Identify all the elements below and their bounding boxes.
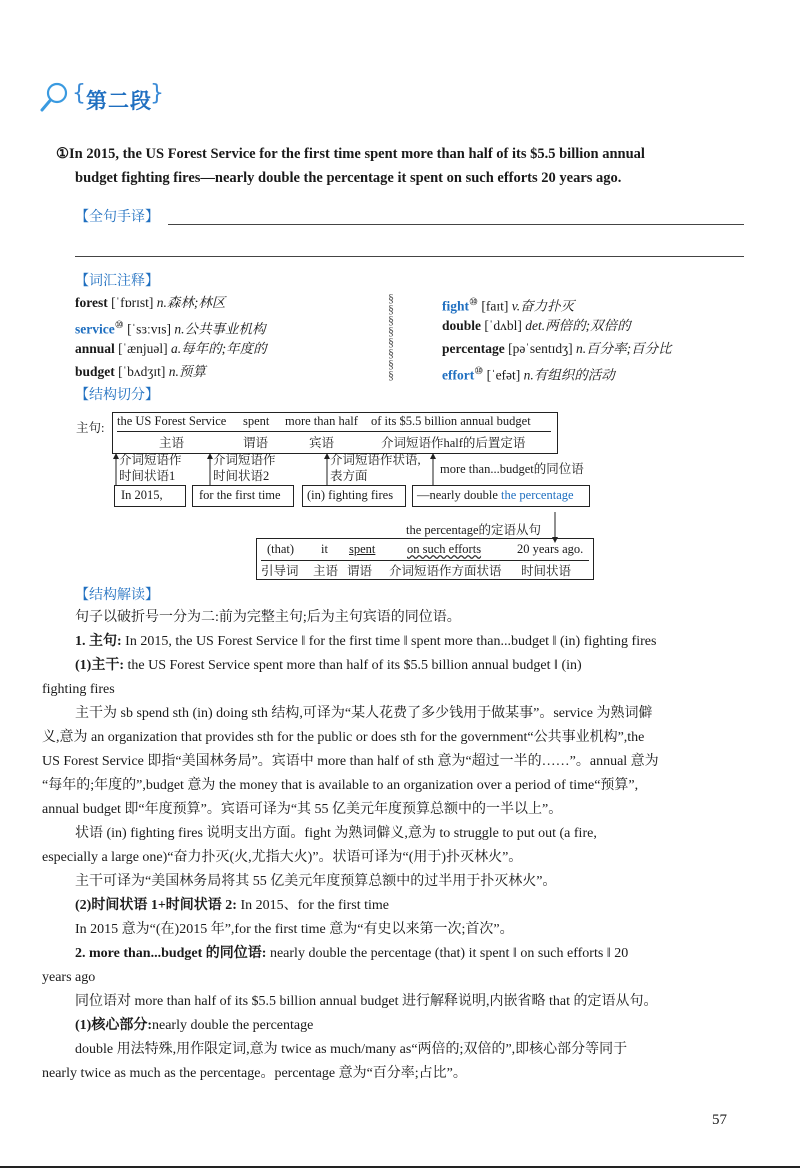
role-subject: 主语 xyxy=(159,436,185,450)
bracket-right-icon: } xyxy=(150,81,164,106)
role-modifier: 介词短语作half的后置定语 xyxy=(381,436,526,450)
magnifier-icon xyxy=(38,80,70,114)
analysis-main-clause: 1. 主句: In 2015, the US Forest Service ‖ for the first time ‖ spent more than...budget ‖ (in) fighting fires xyxy=(75,634,657,649)
main-subject: the US Forest Service xyxy=(117,414,227,428)
main-object: more than half xyxy=(285,414,358,428)
vocab-item: budget [ˈbʌdʒɪt] n.预算 xyxy=(75,364,206,379)
rc-that: (that) xyxy=(267,542,295,556)
phrase-box-fighting-fires: (in) fighting fires xyxy=(302,485,406,507)
vocab-item: fight⑩ [faɪt] v.奋力扑灭 xyxy=(442,297,575,314)
vocab-right-column xyxy=(442,291,752,383)
para-1-line-5: annual budget 即“年度预算”。宾语可译为“其 55 亿美元年度预算总额中的一半以上”。 xyxy=(42,802,563,817)
analysis-appositive-cont: years ago xyxy=(42,970,96,985)
structure-heading: 【结构切分】 xyxy=(75,387,159,403)
para-6-line-2: nearly twice as much as the percentage。percentage 意为“百分率;占比”。 xyxy=(42,1066,467,1081)
section-header xyxy=(38,78,178,118)
relative-clause-box xyxy=(256,538,594,580)
vocab-heading: 【词汇注释】 xyxy=(75,273,159,289)
para-1-line-4: “每年的;年度的”,budget 意为 the money that is available to an organization over a period of time“预算”, xyxy=(42,778,639,793)
analysis-core: (1)核心部分:nearly double the percentage xyxy=(75,1018,314,1033)
role-verb: 谓语 xyxy=(243,436,269,450)
highlight-percentage: the percentage xyxy=(501,488,574,502)
rc-20-years: 20 years ago. xyxy=(517,542,584,556)
phrase-box-first-time: for the first time xyxy=(192,485,294,507)
para-1-line-3: US Forest Service 即指“美国林务局”。宾语中 more than half of sth 意为“超过一半的……”。annual 意为 xyxy=(42,754,659,769)
rc-role-20: 时间状语 xyxy=(521,564,572,578)
vocab-left-column xyxy=(75,291,395,383)
rc-role-spent: 谓语 xyxy=(347,564,373,578)
translation-heading: 【全句手译】 xyxy=(75,209,159,225)
para-1-line-2: 义,意为 an organization that provides sth for the public or does sth for the government“公共事业机构”,the xyxy=(42,730,645,745)
footer-rule xyxy=(0,1166,800,1168)
phrase-box-appositive: —nearly double the percentage xyxy=(412,485,590,507)
vocab-item: service⑩ [ˈsɜːvɪs] n.公共事业机构 xyxy=(75,320,266,337)
rc-role-on: 介词短语作方面状语 xyxy=(389,564,502,578)
rc-role-it: 主语 xyxy=(313,564,339,578)
vocab-item: effort⑩ [ˈefət] n.有组织的活动 xyxy=(442,366,615,383)
vocab-item: annual [ˈænjuəl] a.每年的;年度的 xyxy=(75,341,267,356)
translation-input-line-1[interactable] xyxy=(168,224,744,225)
translation-input-line-2[interactable] xyxy=(75,256,744,257)
main-clause-label: 主句: xyxy=(76,421,105,435)
para-5: 同位语对 more than half of its $5.5 billion annual budget 进行解释说明,内嵌省略 that 的定语从句。 xyxy=(75,994,658,1009)
rc-on-such-efforts: on such efforts xyxy=(407,542,482,556)
rc-role-that: 引导词 xyxy=(261,564,299,578)
para-2-line-1: 状语 (in) fighting fires 说明支出方面。fight 为熟词僻义,意为 to struggle to put out (a fire, xyxy=(75,826,597,841)
para-3: 主干可译为“美国林务局将其 55 亿美元年度预算总额中的过半用于扑灭林火”。 xyxy=(75,874,557,889)
rc-it: it xyxy=(321,542,328,556)
analysis-time-adverbials: (2)时间状语 1+时间状语 2: In 2015、for the first time xyxy=(75,898,389,913)
para-2-line-2: especially a large one)“奋力扑灭(火,尤指大火)”。状语可译为“(用于)扑灭林火”。 xyxy=(42,850,523,865)
analysis-intro: 句子以破折号一分为二:前为完整主句;后为主句宾语的同位语。 xyxy=(75,610,461,625)
note-time-adverbial-1: 介词短语作时间状语1 xyxy=(119,453,182,483)
note-appositive: more than...budget的同位语 xyxy=(440,462,584,476)
relative-clause-label: the percentage的定语从句 xyxy=(406,523,542,537)
vocab-item: double [ˈdʌbl] det.两倍的;双倍的 xyxy=(442,318,631,333)
sentence-number: ① xyxy=(56,146,69,162)
analysis-trunk-cont: fighting fires xyxy=(42,682,115,697)
vocab-item: forest [ˈfɒrɪst] n.森林;林区 xyxy=(75,295,226,310)
vocab-item: percentage [pəˈsentɪdʒ] n.百分率;百分比 xyxy=(442,341,672,356)
note-time-adverbial-2: 介词短语作时间状语2 xyxy=(213,453,276,483)
analysis-trunk: (1)主干: the US Forest Service spent more than half of its $5.5 billion annual budget ‖ (in) xyxy=(75,658,582,673)
para-4: In 2015 意为“(在)2015 年”,for the first time 意为“有史以来第一次;首次”。 xyxy=(75,922,514,937)
page-number: 57 xyxy=(712,1112,727,1128)
bracket-left-icon: { xyxy=(72,81,86,106)
phrase-box-in-2015: In 2015, xyxy=(114,485,186,507)
sentence-line-2: budget fighting fires—nearly double the percentage it spent on such efforts 20 years ago. xyxy=(75,170,622,186)
vocab-divider: § § § § § § § § xyxy=(388,291,394,382)
main-verb: spent xyxy=(243,414,270,428)
note-aspect-adverbial: 介词短语作状语,表方面 xyxy=(330,453,421,483)
analysis-body xyxy=(42,606,752,1086)
analysis-heading: 【结构解读】 xyxy=(75,587,159,603)
analysis-appositive: 2. more than...budget 的同位语: nearly double the percentage (that) it spent ‖ on such efforts ‖ 20 xyxy=(75,946,629,961)
role-object: 宾语 xyxy=(309,436,335,450)
main-modifier: of its $5.5 billion annual budget xyxy=(371,414,531,428)
rc-spent: spent xyxy=(349,542,376,556)
sentence-line-1: ①In 2015, the US Forest Service for the first time spent more than half of its $5.5 billion annual xyxy=(56,146,645,162)
para-1-line-1: 主干为 sb spend sth (in) doing sth 结构,可译为“某人花费了多少钱用于做某事”。service 为熟词僻 xyxy=(75,706,653,721)
main-divider xyxy=(117,431,551,432)
section-title: 第二段 xyxy=(86,89,152,113)
para-6-line-1: double 用法特殊,用作限定词,意为 twice as much/many as“两倍的;双倍的”,即核心部分等同于 xyxy=(75,1042,628,1057)
